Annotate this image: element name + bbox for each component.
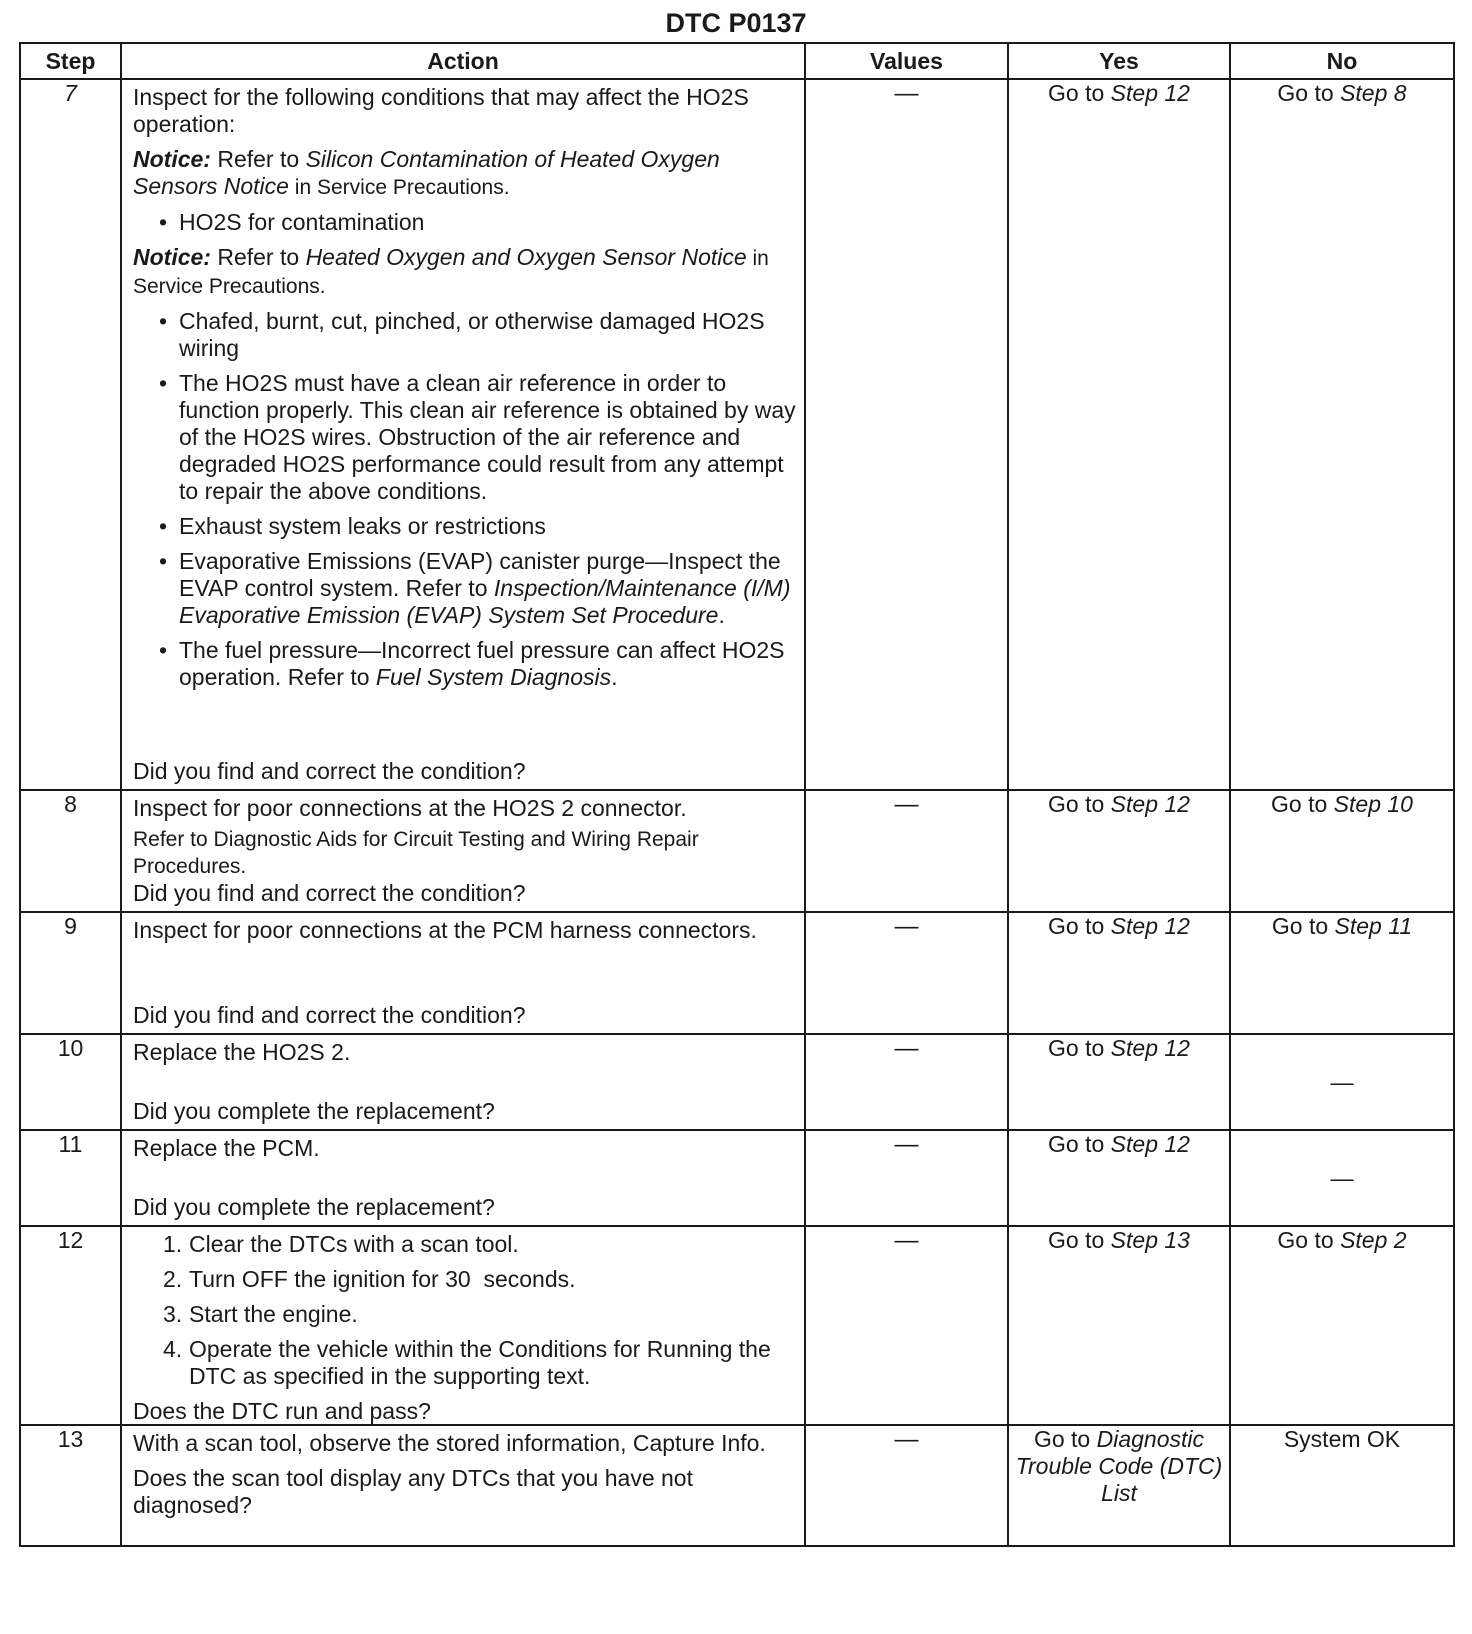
go-to-text: Go to (1048, 1227, 1105, 1253)
list-item (179, 548, 796, 629)
action-text: Replace the HO2S 2. (133, 1039, 351, 1065)
action-question: Did you complete the replacement? (133, 1098, 495, 1124)
step-number: 10 (20, 1034, 121, 1130)
values-cell: — (805, 1226, 1008, 1425)
list-number: 3. (163, 1301, 183, 1327)
notice (133, 146, 796, 201)
list-item-text: Clear the DTCs with a scan tool. (189, 1231, 519, 1257)
header-values: Values (805, 43, 1008, 79)
go-to-text: Go to (1048, 913, 1105, 939)
list-item: • HO2S for contamination (179, 209, 796, 236)
action-cell (121, 912, 805, 1034)
no-cell: System OK (1230, 1425, 1454, 1546)
page-title: DTC P0137 (665, 8, 807, 38)
notice-text: Refer to (210, 244, 306, 270)
condition-list (133, 209, 796, 236)
list-item (163, 1301, 796, 1328)
notice-text: Refer to (210, 146, 306, 172)
no-cell (1230, 790, 1454, 912)
action-question: Does the DTC run and pass? (133, 1398, 431, 1424)
list-item-text: . (718, 602, 725, 628)
list-item-text: . (611, 664, 618, 690)
header-row (20, 43, 1454, 79)
step-reference: Step 8 (1340, 80, 1407, 106)
list-number: 1. (163, 1231, 183, 1257)
step-reference: Step 10 (1333, 791, 1413, 817)
notice-text: in Service Precautions. (133, 247, 769, 298)
action-text: Refer to Diagnostic Aids for Circuit Testing and Wiring Repair Procedures. (133, 828, 699, 878)
go-to-text: Go to (1048, 1035, 1105, 1061)
list-item: • Exhaust system leaks or restrictions (179, 513, 796, 540)
list-item (163, 1231, 796, 1258)
table-row (20, 912, 1454, 1034)
action-text: Inspect for poor connections at the PCM harness connectors. (133, 917, 757, 943)
code-list-reference: Diagnostic Trouble Code (DTC) List (1015, 1426, 1223, 1506)
go-to-text: Go to (1271, 913, 1329, 939)
header-yes: Yes (1008, 43, 1230, 79)
go-to-text: Go to (1277, 1227, 1334, 1253)
step-reference: Step 11 (1334, 913, 1413, 939)
list-item-text: Turn OFF the ignition for 30 seconds. (189, 1266, 576, 1292)
action-cell (121, 79, 805, 790)
yes-cell (1008, 1226, 1230, 1425)
yes-cell (1008, 79, 1230, 790)
step-reference: Step 13 (1110, 1227, 1190, 1253)
action-text: Replace the PCM. (133, 1135, 320, 1161)
step-number: 11 (20, 1130, 121, 1226)
list-item (179, 637, 796, 691)
values-cell: — (805, 1130, 1008, 1226)
action-text: Inspect for poor connections at the HO2S 2 connector. (133, 795, 687, 821)
action-question: Did you find and correct the condition? (133, 1002, 526, 1028)
table-row (20, 79, 1454, 790)
action-question: Does the scan tool display any DTCs that you have not diagnosed? (133, 1465, 693, 1518)
list-item (163, 1336, 796, 1390)
go-to-text: Go to (1048, 80, 1105, 106)
list-item-text: The fuel pressure—Incorrect fuel pressure can affect HO2S operation. Refer to (179, 637, 785, 690)
no-cell (1230, 912, 1454, 1034)
step-number: 13 (20, 1425, 121, 1546)
list-item: • Chafed, burnt, cut, pinched, or otherwise damaged HO2S wiring (179, 308, 796, 362)
list-item (163, 1266, 796, 1293)
list-item: • The HO2S must have a clean air reference in order to function properly. This clean air reference is obtained by way of the HO2S wires. Obstruction of the air reference and degraded HO2S performance could result from any attempt to repair the above conditions. (179, 370, 796, 505)
procedure-list (133, 1231, 796, 1390)
notice-label: Notice: (133, 146, 211, 172)
notice-reference: Heated Oxygen and Oxygen Sensor Notice (305, 244, 747, 270)
table-row (20, 1034, 1454, 1130)
values-cell: — (805, 79, 1008, 790)
notice-reference: Silicon Contamination of Heated Oxygen Sensors Notice (133, 146, 720, 199)
values-cell: — (805, 1425, 1008, 1546)
step-reference: Step 12 (1110, 1035, 1190, 1061)
no-cell (1230, 1226, 1454, 1425)
yes-cell (1008, 790, 1230, 912)
list-item-text: Operate the vehicle within the Conditions for Running the DTC as specified in the supporting text. (189, 1336, 771, 1389)
procedure-reference: Fuel System Diagnosis (375, 664, 612, 690)
header-step: Step (20, 43, 121, 79)
action-question: Did you complete the replacement? (133, 1194, 495, 1220)
values-cell: — (805, 912, 1008, 1034)
yes-cell (1008, 912, 1230, 1034)
action-cell (121, 1425, 805, 1546)
header-no: No (1230, 43, 1454, 79)
step-reference: Step 12 (1110, 80, 1190, 106)
action-question: Did you find and correct the condition? (133, 880, 526, 906)
step-number: 7 (20, 79, 121, 790)
list-number: 4. (163, 1336, 183, 1362)
yes-cell (1008, 1425, 1230, 1546)
table-row (20, 1226, 1454, 1425)
diagnostic-table (19, 42, 1455, 1547)
list-item-text: Evaporative Emissions (EVAP) canister purge—Inspect the EVAP control system. Refer to (179, 548, 781, 601)
step-number: 12 (20, 1226, 121, 1425)
step-reference: Step 12 (1110, 791, 1190, 817)
action-cell (121, 1130, 805, 1226)
go-to-text: Go to (1271, 791, 1328, 817)
action-cell (121, 790, 805, 912)
condition-list (133, 308, 796, 691)
step-reference: Step 12 (1110, 1131, 1190, 1157)
procedure-reference: Inspection/Maintenance (I/M) Evaporative Emission (EVAP) System Set Procedure (179, 575, 791, 628)
no-cell: — (1230, 1034, 1454, 1130)
go-to-text: Go to (1033, 1426, 1091, 1452)
step-number: 9 (20, 912, 121, 1034)
step-reference: Step 12 (1110, 913, 1190, 939)
action-cell (121, 1226, 805, 1425)
no-cell (1230, 79, 1454, 790)
table-row (20, 790, 1454, 912)
list-number: 2. (163, 1266, 183, 1292)
list-item-text: Start the engine. (189, 1301, 358, 1327)
header-action: Action (121, 43, 805, 79)
go-to-text: Go to (1048, 1131, 1105, 1157)
values-cell: — (805, 1034, 1008, 1130)
yes-cell (1008, 1034, 1230, 1130)
values-cell: — (805, 790, 1008, 912)
yes-cell (1008, 1130, 1230, 1226)
table-row (20, 1130, 1454, 1226)
go-to-text: Go to (1048, 791, 1105, 817)
notice-text: in Service Precautions. (288, 176, 510, 199)
step-number: 8 (20, 790, 121, 912)
action-question: Did you find and correct the condition? (133, 758, 526, 784)
action-text: Inspect for the following conditions that may affect the HO2S operation: (133, 84, 749, 137)
action-cell (121, 1034, 805, 1130)
no-cell: — (1230, 1130, 1454, 1226)
action-text: With a scan tool, observe the stored information, Capture Info. (133, 1430, 766, 1456)
table-row (20, 1425, 1454, 1546)
step-reference: Step 2 (1340, 1227, 1407, 1253)
notice-label: Notice: (133, 244, 211, 270)
go-to-text: Go to (1277, 80, 1334, 106)
notice (133, 244, 796, 300)
